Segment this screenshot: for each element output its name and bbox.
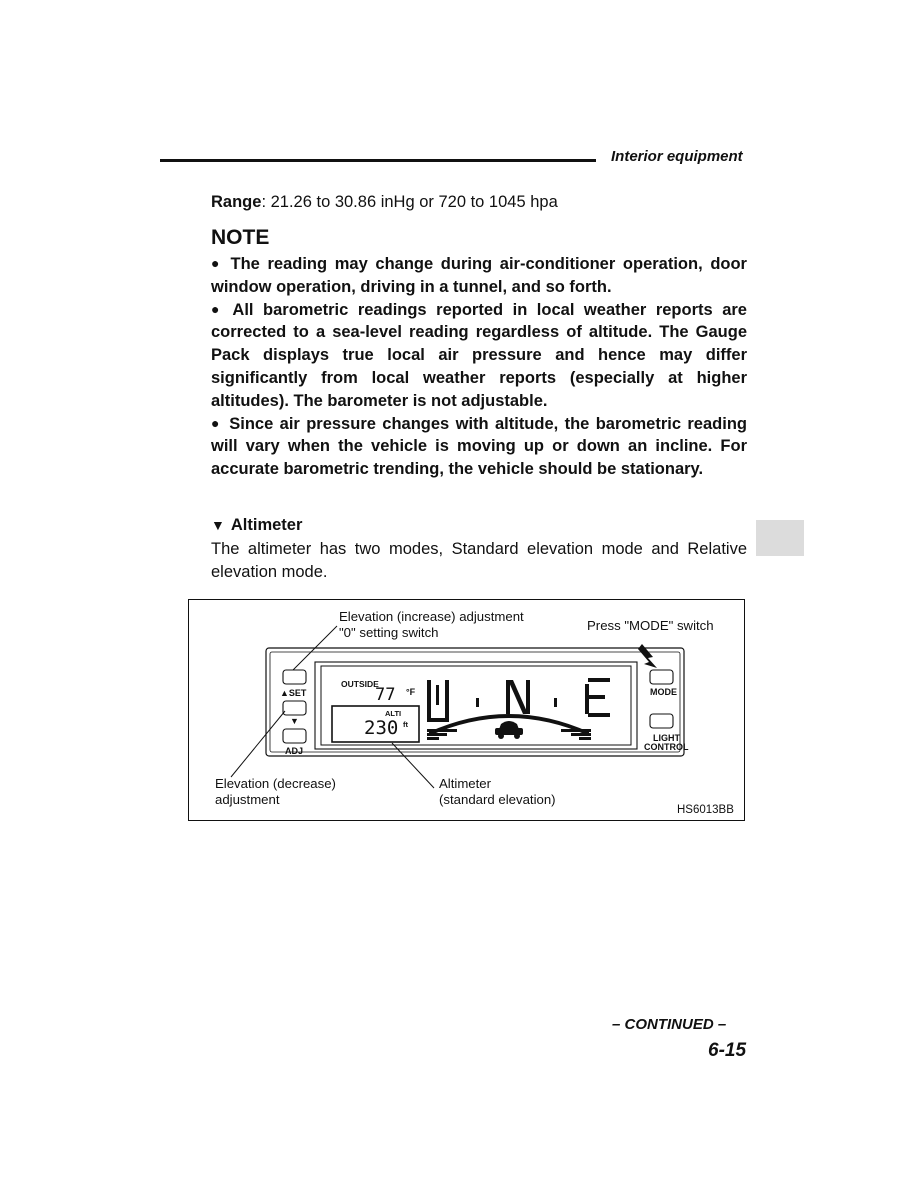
compass-tick-icon xyxy=(476,698,479,707)
callout-elevation-increase-line1: Elevation (increase) adjustment xyxy=(339,609,524,624)
header-rule xyxy=(160,159,596,162)
bullet-icon: ● xyxy=(211,414,222,431)
display-temperature: 77 xyxy=(375,685,396,705)
compass-e-icon xyxy=(585,678,610,717)
note-item xyxy=(211,413,747,481)
down-arrow-icon: ▼ xyxy=(290,716,299,726)
leader-line-decrease xyxy=(231,711,285,777)
adj-button-label: ADJ xyxy=(285,746,304,756)
callout-mode-switch: Press "MODE" switch xyxy=(587,618,714,633)
down-button-shape xyxy=(283,701,306,715)
callout-elevation-decrease-line1: Elevation (decrease) xyxy=(215,776,336,791)
horizon-bars-left xyxy=(427,729,457,740)
range-text: : 21.26 to 30.86 inHg or 720 to 1045 hpa xyxy=(261,193,558,211)
callout-elevation-increase-line2: "0" setting switch xyxy=(339,625,439,640)
horizon-bars-right xyxy=(561,729,591,740)
display-altitude-value: 230 xyxy=(364,717,399,739)
range-label: Range xyxy=(211,193,262,211)
figure-code: HS6013BB xyxy=(677,804,734,816)
note-item xyxy=(211,253,747,299)
note-item xyxy=(211,299,747,413)
note-item-text: Since air pressure changes with altitude, the barometric reading will vary when the vehicle is moving up or down an incline. For accurate barometric trending, the vehicle should be stationary. xyxy=(211,414,747,479)
range-line xyxy=(211,193,558,212)
light-control-label-line2: CONTROL xyxy=(644,742,689,752)
note-item-text: The reading may change during air-conditioner operation, door window operation, driving in a tunnel, and so forth. xyxy=(211,255,747,296)
bullet-icon: ● xyxy=(211,300,225,317)
altimeter-heading xyxy=(211,516,302,535)
compass-w-icon xyxy=(427,680,449,722)
set-button-label: ▲SET xyxy=(280,688,307,698)
note-item-text: All barometric readings reported in local weather reports are corrected to a sea-level reading regardless of altitude. The Gauge Pack displays true local air pressure and hence may differ significantly from local weather reports (especially at higher altitudes). The barometer is not adjustable. xyxy=(211,300,747,410)
section-title: Interior equipment xyxy=(611,148,743,165)
note-body xyxy=(211,253,747,481)
note-heading: NOTE xyxy=(211,226,270,249)
bullet-icon: ● xyxy=(211,255,223,271)
light-control-button-shape xyxy=(650,714,673,728)
page-number: 6-15 xyxy=(708,1040,747,1061)
section-thumb-tab xyxy=(756,520,804,556)
mode-button-shape xyxy=(650,670,673,684)
display-alti-label: ALTI xyxy=(385,709,402,718)
triangle-marker-icon: ▼ xyxy=(211,517,225,533)
altimeter-heading-text: Altimeter xyxy=(230,516,303,534)
callout-elevation-decrease-line2: adjustment xyxy=(215,792,280,807)
compass-tick-icon xyxy=(554,698,557,707)
leader-line-altimeter xyxy=(392,743,434,788)
gauge-panel-outline xyxy=(266,648,684,756)
continued-label: – CONTINUED – xyxy=(612,1016,727,1033)
display-temperature-unit: °F xyxy=(406,687,416,697)
light-control-label-line1: LIGHT xyxy=(653,733,680,743)
altimeter-body: The altimeter has two modes, Standard elevation mode and Relative elevation mode. xyxy=(211,540,747,581)
callout-altimeter-line1: Altimeter xyxy=(439,776,492,791)
display-outside-label: OUTSIDE xyxy=(341,679,379,689)
car-icon xyxy=(495,721,523,739)
adj-button-shape xyxy=(283,729,306,743)
display-altitude-unit: ft xyxy=(403,720,408,729)
set-button-shape xyxy=(283,670,306,684)
mode-button-label: MODE xyxy=(650,687,677,697)
gauge-pack-figure xyxy=(188,599,745,821)
compass-n-icon xyxy=(506,680,530,714)
callout-altimeter-line2: (standard elevation) xyxy=(439,792,556,807)
